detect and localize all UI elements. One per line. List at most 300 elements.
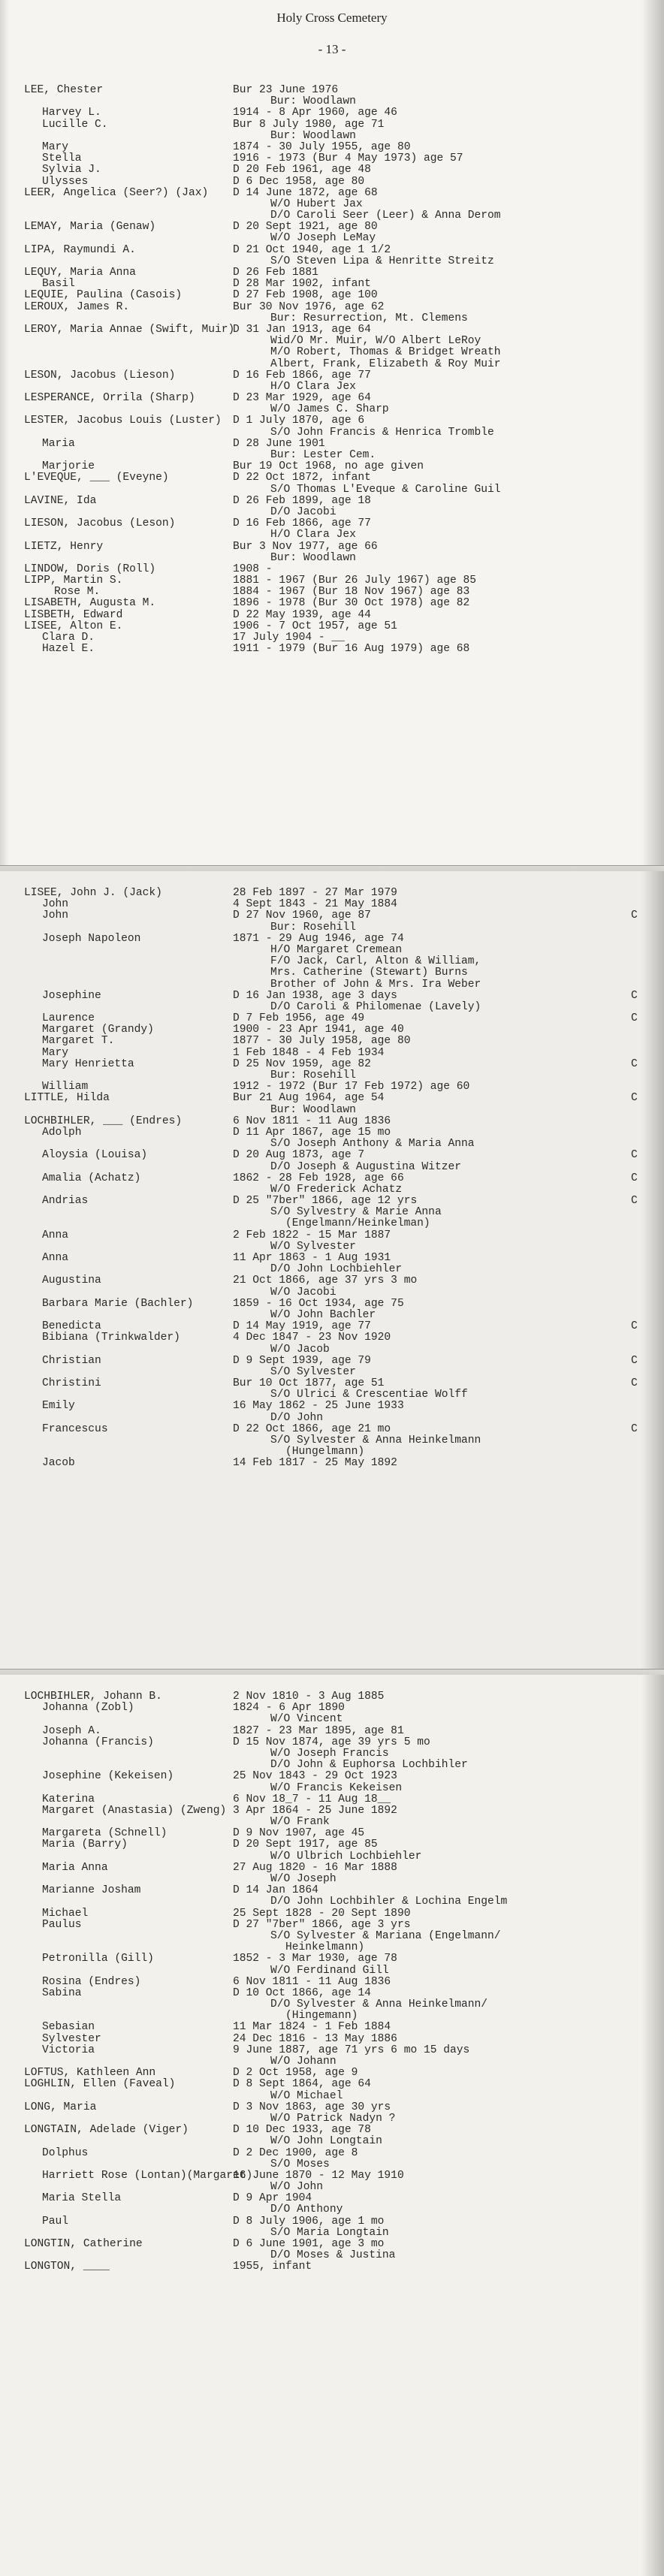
entry-name: Petronilla (Gill) bbox=[42, 1953, 154, 1965]
list-item bbox=[0, 2034, 664, 2045]
entry-note: (Engelmann/Heinkelman) bbox=[285, 1217, 430, 1230]
entry-note: Bur: Rosehill bbox=[270, 921, 356, 934]
list-item bbox=[0, 370, 664, 382]
entry-dates: D 15 Nov 1874, age 39 yrs 5 mo bbox=[233, 1736, 430, 1748]
list-item bbox=[0, 945, 664, 956]
list-item bbox=[0, 1127, 664, 1139]
list-item bbox=[0, 1321, 664, 1332]
list-item bbox=[0, 233, 664, 244]
list-item bbox=[0, 610, 664, 621]
entry-dates: 1896 - 1978 (Bur 30 Oct 1978) age 82 bbox=[233, 597, 470, 610]
entry-name: Barbara Marie (Bachler) bbox=[42, 1297, 194, 1310]
entry-note: Bur: Woodlawn bbox=[270, 1103, 356, 1116]
entry-dates: D 1 July 1870, age 6 bbox=[233, 415, 365, 427]
entry-dates: 1824 - 6 Apr 1890 bbox=[233, 1702, 345, 1715]
list-item bbox=[0, 1184, 664, 1196]
list-item bbox=[0, 507, 664, 518]
entry-name: LISEE, Alton E. bbox=[24, 620, 123, 632]
entry-note: Albert, Frank, Elizabeth & Roy Muir bbox=[270, 357, 501, 370]
list-item bbox=[0, 1703, 664, 1714]
list-item bbox=[0, 2250, 664, 2261]
list-item bbox=[0, 359, 664, 370]
list-item bbox=[0, 1977, 664, 1988]
list-item bbox=[0, 1920, 664, 1931]
list-item bbox=[0, 199, 664, 210]
entry-name: Aloysia (Louisa) bbox=[42, 1149, 148, 1162]
entry-note: S/O Sylvester & Anna Heinkelmann bbox=[270, 1434, 481, 1446]
entry-name: LEMAY, Maria (Genaw) bbox=[24, 221, 156, 234]
entry-note: D/O Caroli & Philomenae (Lavely) bbox=[270, 1000, 481, 1013]
entry-name: Johanna (Zobl) bbox=[42, 1702, 134, 1715]
entry-note: Wid/O Mr. Muir, W/O Albert LeRoy bbox=[270, 335, 481, 348]
list-item bbox=[0, 1413, 664, 1424]
entry-name: Joseph Napoleon bbox=[42, 932, 141, 945]
entry-name: Lucille C. bbox=[42, 118, 108, 131]
list-item bbox=[0, 1942, 664, 1953]
entry-note: Brother of John & Mrs. Ira Weber bbox=[270, 978, 481, 991]
entry-dates: D 2 Oct 1958, age 9 bbox=[233, 2067, 358, 2080]
page-edge-shadow bbox=[641, 0, 664, 871]
entry-name: Joseph A. bbox=[42, 1724, 101, 1737]
entry-name: Clara D. bbox=[42, 632, 95, 644]
list-item bbox=[0, 313, 664, 324]
list-item bbox=[0, 518, 664, 529]
list-item bbox=[0, 393, 664, 404]
entry-dates: 1871 - 29 Aug 1946, age 74 bbox=[233, 932, 404, 945]
entry-dates: 9 June 1887, age 71 yrs 6 mo 15 days bbox=[233, 2044, 470, 2056]
entry-name: Mary Henrietta bbox=[42, 1057, 134, 1070]
entry-name: L'EVEQUE, ___ (Eveyne) bbox=[24, 472, 169, 484]
list-item bbox=[0, 1805, 664, 1817]
entry-note: D/O Caroli Seer (Leer) & Anna Derom bbox=[270, 210, 501, 222]
entries-list-3 bbox=[0, 1691, 664, 2273]
entry-dates: 1862 - 28 Feb 1928, age 66 bbox=[233, 1172, 404, 1184]
entry-dates: 16 May 1862 - 25 June 1933 bbox=[233, 1400, 404, 1413]
entry-dates: 1906 - 7 Oct 1957, age 51 bbox=[233, 620, 397, 632]
list-item bbox=[0, 450, 664, 461]
entry-name: Marianne Josham bbox=[42, 1884, 141, 1897]
entry-note: S/O Sylvester & Mariana (Engelmann/ bbox=[270, 1929, 501, 1942]
entry-name: Margaret (Anastasia) (Zweng) bbox=[42, 1804, 227, 1817]
list-item bbox=[0, 302, 664, 313]
entry-dates: Bur 10 Oct 1877, age 51 bbox=[233, 1377, 385, 1390]
list-item bbox=[0, 1817, 664, 1828]
entry-dates: D 26 Feb 1899, age 18 bbox=[233, 494, 371, 507]
list-item bbox=[0, 967, 664, 979]
list-item bbox=[0, 210, 664, 222]
page-title: Holy Cross Cemetery bbox=[276, 11, 388, 25]
document-page-1 bbox=[0, 0, 664, 871]
entry-name: LEROUX, James R. bbox=[24, 300, 130, 313]
list-item bbox=[0, 899, 664, 910]
entry-note: D/O Joseph & Augustina Witzer bbox=[270, 1160, 461, 1173]
entry-dates: D 10 Oct 1866, age 14 bbox=[233, 1986, 371, 1999]
entry-note: Bur: Woodlawn bbox=[270, 551, 356, 564]
entry-dates: 28 Feb 1897 - 27 Mar 1979 bbox=[233, 887, 397, 899]
list-item bbox=[0, 621, 664, 632]
entry-name: LITTLE, Hilda bbox=[24, 1092, 110, 1105]
list-item bbox=[0, 142, 664, 153]
list-item bbox=[0, 1748, 664, 1760]
entry-dates: D 22 Oct 1872, infant bbox=[233, 472, 371, 484]
entry-name: Katerina bbox=[42, 1793, 95, 1805]
entry-dates: 21 Oct 1866, age 37 yrs 3 mo bbox=[233, 1274, 418, 1287]
page-edge-shadow bbox=[641, 871, 664, 1675]
entry-dates: 16 June 1870 - 12 May 1910 bbox=[233, 2169, 404, 2182]
entry-name: LIPP, Martin S. bbox=[24, 575, 123, 587]
list-item bbox=[0, 1253, 664, 1264]
entry-dates: 25 Nov 1843 - 29 Oct 1923 bbox=[233, 1770, 397, 1783]
list-item bbox=[0, 382, 664, 393]
entry-name: LONG, Maria bbox=[24, 2101, 97, 2113]
entry-note: D/O John bbox=[270, 1411, 324, 1424]
entry-note: Bur: Lester Cem. bbox=[270, 449, 376, 461]
entry-dates: D 16 Feb 1866, age 77 bbox=[233, 369, 371, 382]
list-item bbox=[0, 2170, 664, 2182]
list-item bbox=[0, 1965, 664, 1977]
list-item bbox=[0, 1196, 664, 1207]
entry-name: Andrias bbox=[42, 1195, 89, 1208]
entry-name: Bibiana (Trinkwalder) bbox=[42, 1332, 180, 1344]
entry-name: Josephine bbox=[42, 989, 101, 1002]
list-item bbox=[0, 1310, 664, 1321]
entry-dates: D 20 Feb 1961, age 48 bbox=[233, 164, 371, 176]
list-item bbox=[0, 1139, 664, 1150]
list-item bbox=[0, 256, 664, 267]
list-item bbox=[0, 1218, 664, 1229]
list-item bbox=[0, 472, 664, 484]
entry-name: Mary bbox=[42, 140, 69, 153]
entry-name: Paul bbox=[42, 2215, 69, 2228]
list-item bbox=[0, 2182, 664, 2193]
entry-name: Laurence bbox=[42, 1012, 95, 1025]
list-item bbox=[0, 1874, 664, 1885]
list-item bbox=[0, 1048, 664, 1059]
list-item bbox=[0, 96, 664, 107]
list-item bbox=[0, 85, 664, 96]
document-page-3 bbox=[0, 1675, 664, 2576]
entry-name: LONGTON, ____ bbox=[24, 2261, 110, 2273]
entry-name: William bbox=[42, 1081, 89, 1093]
entry-dates: Bur 30 Nov 1976, age 62 bbox=[233, 300, 385, 313]
entry-note: D/O Anthony bbox=[270, 2203, 343, 2216]
entry-name: LOCHBIHLER, ___ (Endres) bbox=[24, 1115, 183, 1127]
entry-note: W/O Joseph Francis bbox=[270, 1747, 389, 1760]
entry-note: W/O Johann bbox=[270, 2056, 337, 2068]
list-item bbox=[0, 1760, 664, 1771]
entry-name: LONGTIN, Catherine bbox=[24, 2238, 143, 2250]
list-item bbox=[0, 587, 664, 598]
entry-note: S/O Maria Longtain bbox=[270, 2226, 389, 2239]
entry-mark: C bbox=[631, 1377, 638, 1390]
entry-name: Maria Anna bbox=[42, 1861, 108, 1874]
entry-dates: Bur 19 Oct 1968, no age given bbox=[233, 460, 424, 473]
entry-name: LOCHBIHLER, Johann B. bbox=[24, 1691, 162, 1703]
entry-name: Anna bbox=[42, 1252, 69, 1264]
entry-name: Amalia (Achatz) bbox=[42, 1172, 141, 1184]
entry-name: Christian bbox=[42, 1354, 101, 1367]
list-item bbox=[0, 1999, 664, 2010]
list-item bbox=[0, 2159, 664, 2170]
list-item bbox=[0, 324, 664, 336]
entry-name: Johanna (Francis) bbox=[42, 1736, 154, 1748]
entry-dates: D 28 June 1901 bbox=[233, 437, 325, 450]
list-item bbox=[0, 2068, 664, 2079]
entry-name: LOFTUS, Kathleen Ann bbox=[24, 2067, 156, 2080]
entry-dates: D 22 Oct 1866, age 21 mo bbox=[233, 1422, 391, 1435]
list-item bbox=[0, 2091, 664, 2102]
list-item bbox=[0, 1207, 664, 1218]
entry-dates: 1916 - 1973 (Bur 4 May 1973) age 57 bbox=[233, 152, 463, 165]
entry-name: Ulysses bbox=[42, 175, 89, 188]
entry-dates: 6 Nov 1811 - 11 Aug 1836 bbox=[233, 1975, 391, 1988]
list-item bbox=[0, 1435, 664, 1446]
list-item bbox=[0, 1424, 664, 1435]
entry-dates: D 21 Oct 1940, age 1 1/2 bbox=[233, 243, 391, 256]
entry-note: Bur: Woodlawn bbox=[270, 95, 356, 108]
entry-dates: 4 Dec 1847 - 23 Nov 1920 bbox=[233, 1332, 391, 1344]
entry-dates: 3 Apr 1864 - 25 June 1892 bbox=[233, 1804, 397, 1817]
entry-note: W/O Jacob bbox=[270, 1343, 330, 1356]
entry-dates: D 31 Jan 1913, age 64 bbox=[233, 323, 371, 336]
list-item bbox=[0, 107, 664, 119]
entry-dates: D 20 Sept 1917, age 85 bbox=[233, 1838, 378, 1851]
entry-name: Josephine (Kekeisen) bbox=[42, 1770, 174, 1783]
entry-mark: C bbox=[631, 1422, 638, 1435]
entry-dates: D 16 Feb 1866, age 77 bbox=[233, 517, 371, 530]
list-item bbox=[0, 2045, 664, 2056]
list-item bbox=[0, 632, 664, 644]
list-item bbox=[0, 979, 664, 991]
list-item bbox=[0, 956, 664, 967]
entry-dates: D 27 Feb 1908, age 100 bbox=[233, 289, 378, 302]
entry-dates: 1827 - 23 Mar 1895, age 81 bbox=[233, 1724, 404, 1737]
entry-name: Paulus bbox=[42, 1918, 82, 1931]
entry-dates: D 9 Apr 1904 bbox=[233, 2192, 312, 2205]
entry-name: Dolphus bbox=[42, 2146, 89, 2159]
list-item bbox=[0, 290, 664, 301]
list-item bbox=[0, 131, 664, 142]
entry-dates: D 26 Feb 1881 bbox=[233, 267, 318, 279]
list-item bbox=[0, 1726, 664, 1737]
entry-dates: 1877 - 30 July 1958, age 80 bbox=[233, 1035, 411, 1048]
list-item bbox=[0, 427, 664, 439]
list-item bbox=[0, 222, 664, 233]
entry-dates: 1914 - 8 Apr 1960, age 46 bbox=[233, 107, 397, 119]
entry-mark: C bbox=[631, 1012, 638, 1025]
entry-dates: 6 Nov 18_7 - 11 Aug 18__ bbox=[233, 1793, 391, 1805]
entry-name: Sebasian bbox=[42, 2021, 95, 2034]
entry-name: Maria (Barry) bbox=[42, 1838, 128, 1851]
entry-name: Adolph bbox=[42, 1126, 82, 1139]
list-item bbox=[0, 1839, 664, 1851]
entry-name: Basil bbox=[42, 278, 75, 291]
entry-dates: D 9 Sept 1939, age 79 bbox=[233, 1354, 371, 1367]
entry-dates: D 14 June 1872, age 68 bbox=[233, 186, 378, 199]
list-item bbox=[0, 1356, 664, 1367]
list-item bbox=[0, 1389, 664, 1401]
entry-name: Jacob bbox=[42, 1457, 75, 1470]
list-item bbox=[0, 910, 664, 922]
entry-dates: D 8 Sept 1864, age 64 bbox=[233, 2078, 371, 2091]
entry-note: S/O Ulrici & Crescentiae Wolff bbox=[270, 1389, 468, 1401]
entry-name: Margareta (Schnell) bbox=[42, 1827, 168, 1840]
entry-note: W/O Frank bbox=[270, 1816, 330, 1829]
entry-name: Emily bbox=[42, 1400, 75, 1413]
entry-note: H/O Clara Jex bbox=[270, 529, 356, 541]
entry-mark: C bbox=[631, 1320, 638, 1333]
list-item bbox=[0, 2079, 664, 2090]
entry-note: H/O Margaret Cremean bbox=[270, 943, 403, 956]
list-item bbox=[0, 1070, 664, 1081]
entry-dates: D 3 Nov 1863, age 30 yrs bbox=[233, 2101, 391, 2113]
list-item bbox=[0, 1287, 664, 1299]
entry-note: W/O James C. Sharp bbox=[270, 403, 389, 416]
entry-dates: D 25 "7ber" 1866, age 12 yrs bbox=[233, 1195, 418, 1208]
entry-name: LESON, Jacobus (Lieson) bbox=[24, 369, 176, 382]
entry-note: W/O Vincent bbox=[270, 1713, 343, 1726]
list-item bbox=[0, 2261, 664, 2273]
list-item bbox=[0, 1885, 664, 1896]
entry-note: D/O John & Euphorsa Lochbihler bbox=[270, 1759, 468, 1772]
entry-name: Harriett Rose (Lontan)(Margaret) bbox=[42, 2169, 253, 2182]
list-item bbox=[0, 922, 664, 934]
list-item bbox=[0, 888, 664, 899]
entry-dates: 2 Feb 1822 - 15 Mar 1887 bbox=[233, 1229, 391, 1241]
list-item bbox=[0, 1863, 664, 1874]
entry-note: W/O John bbox=[270, 2181, 324, 2194]
entry-note: W/O Sylvester bbox=[270, 1240, 356, 1253]
entry-dates: 1881 - 1967 (Bur 26 July 1967) age 85 bbox=[233, 575, 477, 587]
list-item bbox=[0, 2010, 664, 2022]
entry-dates: 1955, infant bbox=[233, 2261, 312, 2273]
entry-dates: D 6 Dec 1958, age 80 bbox=[233, 175, 365, 188]
entry-note: S/O Moses bbox=[270, 2158, 330, 2170]
entry-dates: Bur 21 Aug 1964, age 54 bbox=[233, 1092, 385, 1105]
entry-note: S/O Sylvestry & Marie Anna bbox=[270, 1206, 442, 1219]
entry-note: M/O Robert, Thomas & Bridget Wreath bbox=[270, 346, 501, 359]
list-item bbox=[0, 1737, 664, 1748]
entry-note: (Hungelmann) bbox=[285, 1446, 365, 1458]
list-item bbox=[0, 2136, 664, 2147]
list-item bbox=[0, 1953, 664, 1965]
entry-note: W/O Joseph LeMay bbox=[270, 232, 376, 245]
list-item bbox=[0, 1367, 664, 1378]
entry-note: Bur: Woodlawn bbox=[270, 129, 356, 142]
entry-note: W/O Joseph bbox=[270, 1873, 337, 1885]
entry-note: W/O Jacobi bbox=[270, 1286, 337, 1299]
list-item bbox=[0, 1230, 664, 1241]
list-item bbox=[0, 1896, 664, 1908]
entry-name: LISABETH, Augusta M. bbox=[24, 597, 156, 610]
list-item bbox=[0, 1908, 664, 1920]
list-item bbox=[0, 188, 664, 199]
entry-mark: C bbox=[631, 1354, 638, 1367]
entry-dates: D 2 Dec 1900, age 8 bbox=[233, 2146, 358, 2159]
entry-name: LINDOW, Doris (Roll) bbox=[24, 563, 156, 575]
list-item bbox=[0, 279, 664, 290]
entry-dates: D 16 Jan 1938, age 3 days bbox=[233, 989, 397, 1002]
list-item bbox=[0, 336, 664, 347]
list-item bbox=[0, 176, 664, 188]
list-item bbox=[0, 2102, 664, 2113]
entry-name: Stella bbox=[42, 152, 82, 165]
entry-note: W/O Francis Kekeisen bbox=[270, 1781, 403, 1794]
entries-list-2 bbox=[0, 888, 664, 1470]
list-item bbox=[0, 404, 664, 415]
list-item bbox=[0, 2113, 664, 2125]
entry-name: Anna bbox=[42, 1229, 69, 1241]
list-item bbox=[0, 1771, 664, 1782]
entry-dates: 1859 - 16 Oct 1934, age 75 bbox=[233, 1297, 404, 1310]
entry-name: LISBETH, Edward bbox=[24, 608, 123, 621]
entry-name: Sabina bbox=[42, 1986, 82, 1999]
page-number: - 13 - bbox=[318, 42, 346, 56]
entry-note: S/O Thomas L'Eveque & Caroline Guil bbox=[270, 483, 501, 496]
list-item bbox=[0, 564, 664, 575]
list-item bbox=[0, 2239, 664, 2250]
list-item bbox=[0, 1013, 664, 1024]
entry-dates: Bur 23 June 1976 bbox=[233, 84, 339, 96]
entry-dates: 27 Aug 1820 - 16 Mar 1888 bbox=[233, 1861, 397, 1874]
entry-dates: D 23 Mar 1929, age 64 bbox=[233, 392, 371, 405]
list-item bbox=[0, 1116, 664, 1127]
entry-note: W/O John Bachler bbox=[270, 1308, 376, 1321]
entry-name: Margaret T. bbox=[42, 1035, 115, 1048]
entry-name: LEQUIE, Paulina (Casois) bbox=[24, 289, 183, 302]
list-item bbox=[0, 1105, 664, 1116]
entry-dates: 1852 - 3 Mar 1930, age 78 bbox=[233, 1953, 397, 1965]
list-item bbox=[0, 267, 664, 279]
list-item bbox=[0, 1828, 664, 1839]
entry-note: Bur: Rosehill bbox=[270, 1069, 356, 1081]
entry-note: (Hingemann) bbox=[285, 2010, 358, 2022]
entry-dates: 24 Dec 1816 - 13 May 1886 bbox=[233, 2032, 397, 2045]
entry-dates: D 28 Mar 1902, infant bbox=[233, 278, 371, 291]
list-item bbox=[0, 2148, 664, 2159]
entry-dates: 1908 - bbox=[233, 563, 273, 575]
entry-name: Benedicta bbox=[42, 1320, 101, 1333]
entry-note: W/O Frederick Achatz bbox=[270, 1183, 403, 1196]
list-item bbox=[0, 1714, 664, 1725]
entry-dates: 17 July 1904 - __ bbox=[233, 632, 345, 644]
list-item bbox=[0, 496, 664, 507]
list-item bbox=[0, 1691, 664, 1703]
entry-note: W/O Ferdinand Gill bbox=[270, 1964, 389, 1977]
entry-name: Marjorie bbox=[42, 460, 95, 473]
entry-dates: 1 Feb 1848 - 4 Feb 1934 bbox=[233, 1046, 385, 1059]
entry-note: D/O Sylvester & Anna Heinkelmann/ bbox=[270, 1998, 488, 2011]
list-item bbox=[0, 1332, 664, 1344]
entry-dates: D 6 June 1901, age 3 mo bbox=[233, 2238, 385, 2250]
entry-dates: 2 Nov 1810 - 3 Aug 1885 bbox=[233, 1691, 385, 1703]
entry-name: Michael bbox=[42, 1907, 89, 1920]
list-item bbox=[0, 1081, 664, 1093]
entry-note: D/O John Lochbiehler bbox=[270, 1263, 403, 1276]
list-item bbox=[0, 1059, 664, 1070]
entry-dates: 1900 - 23 Apr 1941, age 40 bbox=[233, 1024, 404, 1036]
entry-dates: D 20 Sept 1921, age 80 bbox=[233, 221, 378, 234]
entry-note: S/O John Francis & Henrica Tromble bbox=[270, 426, 494, 439]
entry-mark: C bbox=[631, 1149, 638, 1162]
list-item bbox=[0, 1241, 664, 1253]
entry-name: Maria bbox=[42, 437, 75, 450]
list-item bbox=[0, 1458, 664, 1469]
list-item bbox=[0, 1783, 664, 1794]
list-item bbox=[0, 644, 664, 655]
list-item bbox=[0, 1931, 664, 1942]
entry-note: Heinkelmann) bbox=[285, 1941, 365, 1954]
